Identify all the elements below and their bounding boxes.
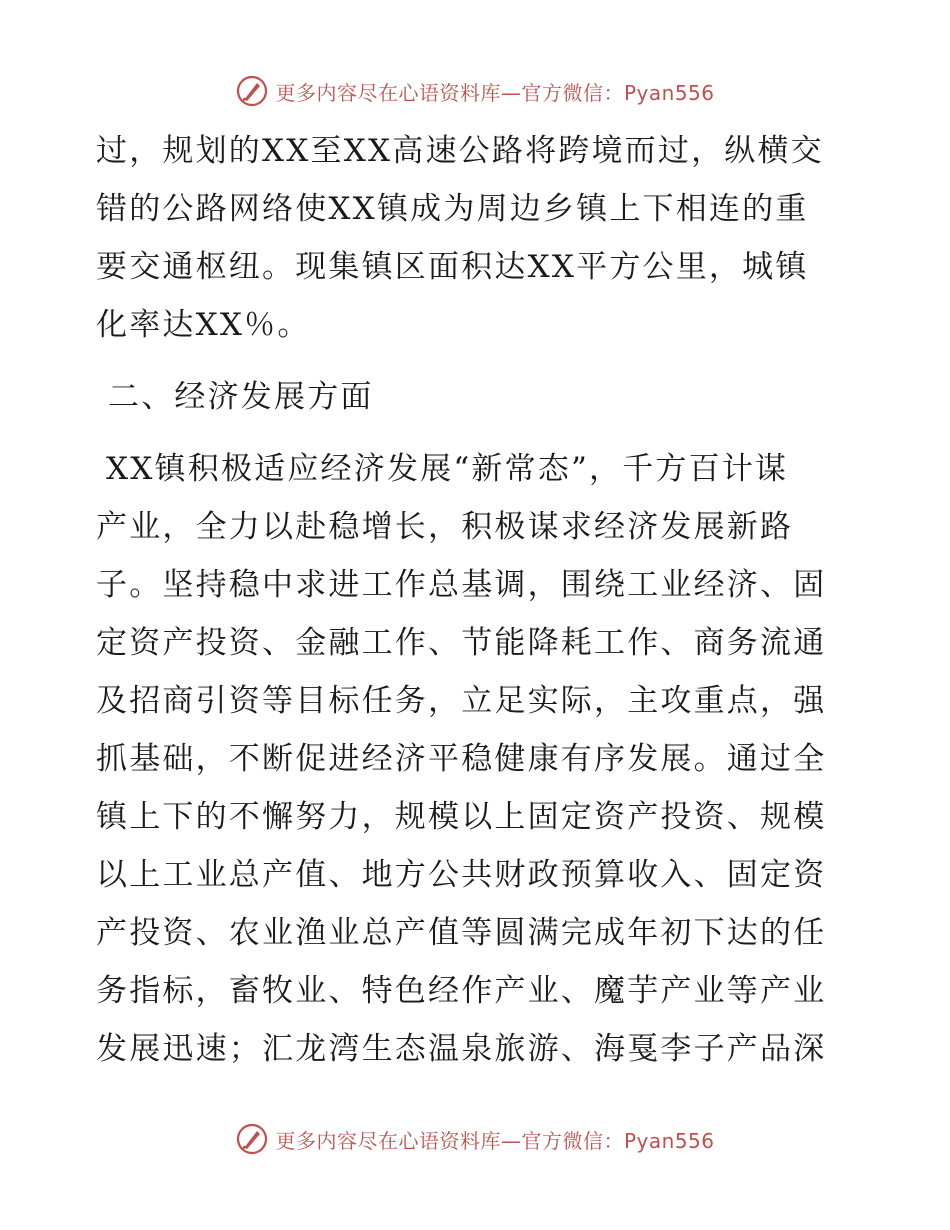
text-line: 要交通枢纽。现集镇区面积达XX平方公里，城镇 [96,249,809,285]
quill-pen-circle-icon [235,74,269,108]
text-line: 错的公路网络使XX镇成为周边乡镇上下相连的重 [96,191,809,227]
document-body [96,122,852,1078]
section-heading: 二、经济发展方面 [108,379,374,415]
quill-pen-circle-icon [235,1122,269,1156]
text-line: XX镇积极适应经济发展“新常态”，千方百计谋 [106,451,789,487]
text-line: 及招商引资等目标任务，立足实际，主攻重点，强 [96,683,827,719]
text-line: 产投资、农业渔业总产值等圆满完成年初下达的任 [96,915,827,951]
text-line: 定资产投资、金融工作、节能降耗工作、商务流通 [96,625,827,661]
text-line: 抓基础，不断促进经济平稳健康有序发展。通过全 [96,741,827,777]
text-line: 产业，全力以赴稳增长，积极谋求经济发展新路 [96,509,794,545]
header-wechat-id: Pyan556 [623,80,715,105]
header-banner-text: 更多内容尽在心语资料库—官方微信：Pyan556 [275,80,715,105]
footer-wechat-id: Pyan556 [623,1128,715,1153]
text-line: 化率达XX％。 [96,307,311,343]
text-line: 子。坚持稳中求进工作总基调，围绕工业经济、固 [96,567,827,603]
text-line: 以上工业总产值、地方公共财政预算收入、固定资 [96,857,827,893]
text-line: 过，规划的XX至XX高速公路将跨境而过，纵横交 [96,133,824,169]
header-banner [0,71,950,111]
text-line: 发展迅速；汇龙湾生态温泉旅游、海戛李子产品深 [96,1031,827,1067]
footer-banner [0,1119,950,1159]
text-line: 镇上下的不懈努力，规模以上固定资产投资、规模 [96,799,827,835]
footer-banner-text: 更多内容尽在心语资料库—官方微信：Pyan556 [275,1128,715,1153]
text-line: 务指标，畜牧业、特色经作产业、魔芋产业等产业 [96,973,827,1009]
